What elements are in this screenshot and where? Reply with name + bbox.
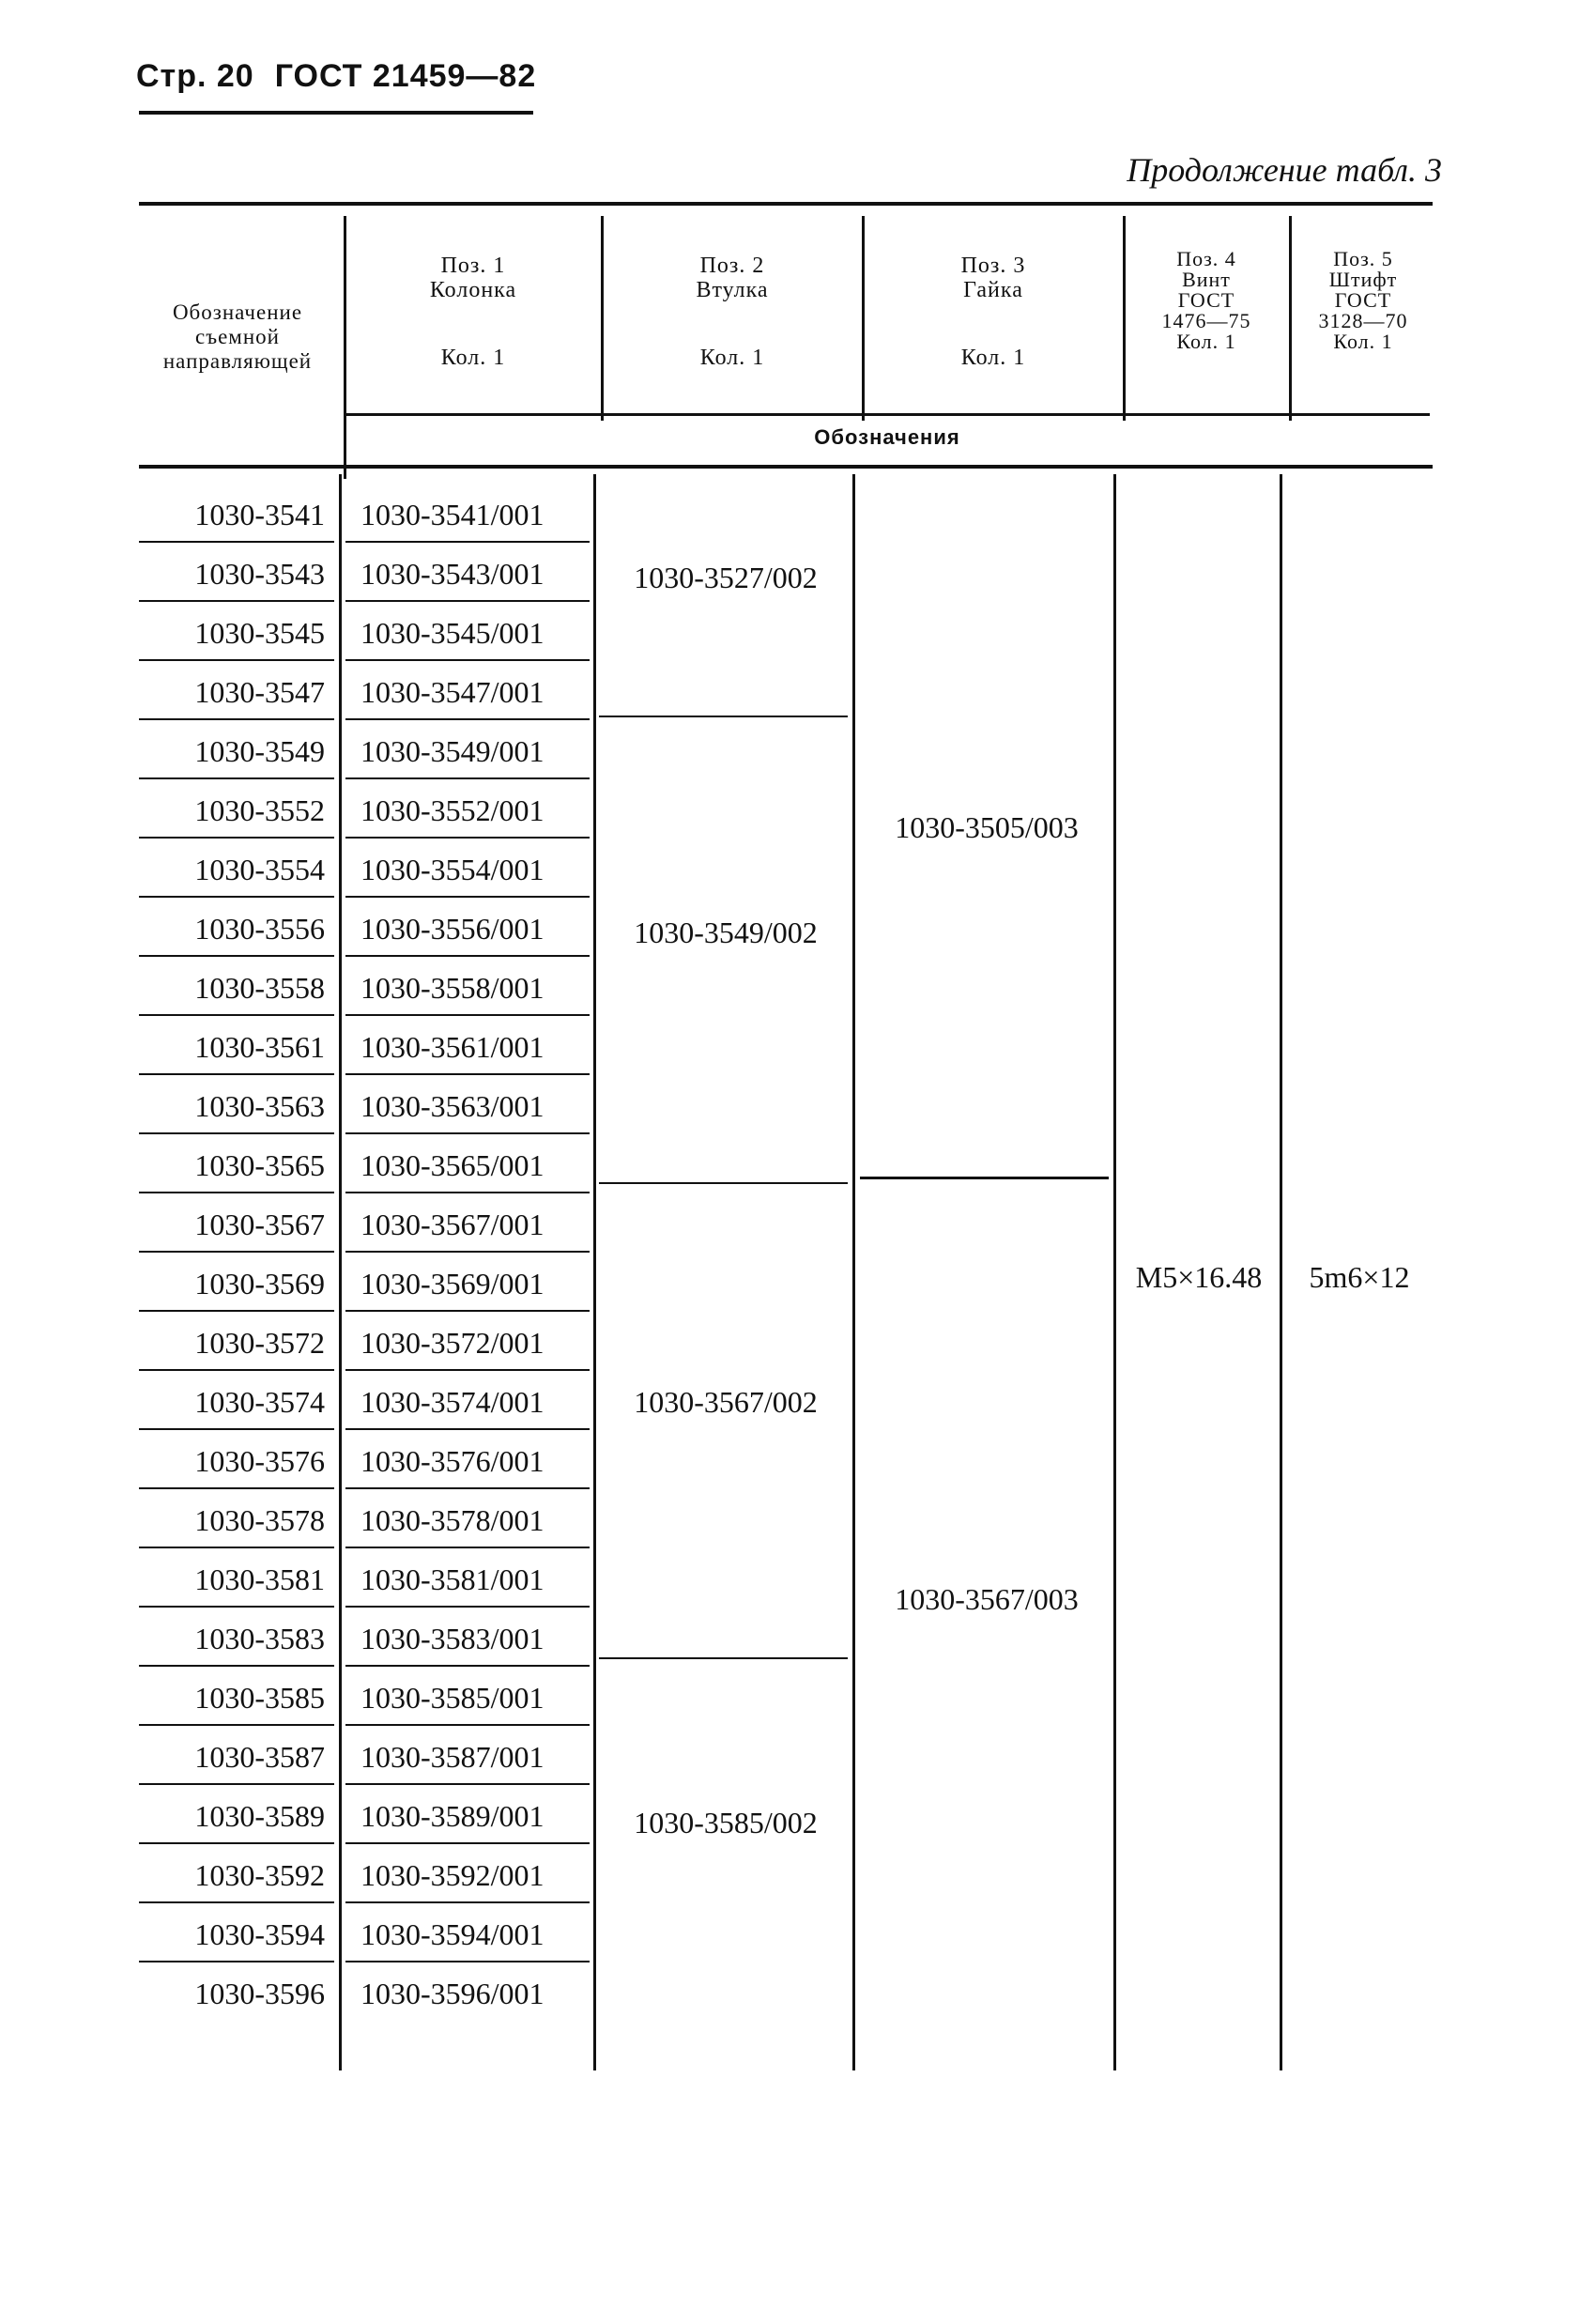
- guide-designation-cell: 1030-3554: [194, 853, 325, 886]
- standard-number: ГОСТ 21459—82: [274, 58, 537, 94]
- guide-designation-cell: 1030-3541: [194, 498, 325, 531]
- header-divider: [1289, 216, 1292, 421]
- page-number: Стр. 20: [136, 58, 254, 94]
- guide-designation-cell: 1030-3594: [194, 1917, 325, 1951]
- row-rule: [139, 600, 334, 602]
- row-rule: [345, 1961, 590, 1962]
- row-rule: [345, 896, 590, 898]
- guide-designation-cell: 1030-3587: [194, 1740, 325, 1774]
- pos1-qty: Кол. 1: [440, 346, 506, 370]
- row-rule: [139, 1192, 334, 1193]
- bushing-cell: 1030-3549/002: [634, 916, 818, 949]
- row-rule: [139, 1073, 334, 1075]
- column-designation-cell: 1030-3569/001: [360, 1267, 544, 1301]
- header-divider: [601, 216, 604, 421]
- row-rule: [345, 1073, 590, 1075]
- row-rule: [345, 1724, 590, 1726]
- bushing-cell: 1030-3567/002: [634, 1385, 818, 1419]
- row-rule: [139, 896, 334, 898]
- column-designation-cell: 1030-3567/001: [360, 1208, 544, 1241]
- guide-designation-cell: 1030-3543: [194, 557, 325, 591]
- body-divider: [339, 474, 342, 2070]
- guide-designation-cell: 1030-3558: [194, 971, 325, 1005]
- guide-designation-header: [139, 300, 336, 374]
- column-designation-cell: 1030-3576/001: [360, 1444, 544, 1478]
- row-rule: [139, 1783, 334, 1785]
- column-designation-cell: 1030-3563/001: [360, 1089, 544, 1123]
- row-rule: [345, 1192, 590, 1193]
- pos5-header: [1293, 249, 1434, 352]
- row-rule: [139, 837, 334, 839]
- row-rule: [345, 1428, 590, 1430]
- header-divider: [1123, 216, 1126, 421]
- guide-designation-cell: 1030-3574: [194, 1385, 325, 1419]
- row-rule: [139, 955, 334, 957]
- pos2-name: Втулка: [696, 278, 769, 302]
- pos3-name: Гайка: [963, 278, 1023, 302]
- pos5-number: Поз. 5: [1333, 247, 1393, 270]
- column-designation-cell: 1030-3583/001: [360, 1622, 544, 1655]
- row-rule: [345, 541, 590, 543]
- row-rule: [139, 1961, 334, 1962]
- row-rule: [345, 1132, 590, 1134]
- row-rule: [139, 1310, 334, 1312]
- guide-designation-cell: 1030-3549: [194, 734, 325, 768]
- guide-designation-cell: 1030-3561: [194, 1030, 325, 1064]
- guide-designation-cell: 1030-3583: [194, 1622, 325, 1655]
- screw-cell: M5×16.48: [1135, 1260, 1263, 1294]
- pos5-gost: ГОСТ 3128—70: [1318, 288, 1408, 332]
- guide-designation-cell: 1030-3581: [194, 1562, 325, 1596]
- row-rule: [139, 1665, 334, 1667]
- row-rule: [139, 1369, 334, 1371]
- pos3-header: [866, 254, 1121, 370]
- guide-designation-cell: 1030-3569: [194, 1267, 325, 1301]
- column-designation-cell: 1030-3589/001: [360, 1799, 544, 1833]
- column-designation-cell: 1030-3549/001: [360, 734, 544, 768]
- row-rule: [139, 1547, 334, 1548]
- column-designation-cell: 1030-3592/001: [360, 1858, 544, 1892]
- row-rule: [345, 1369, 590, 1371]
- pin-cell: 5m6×12: [1309, 1260, 1410, 1294]
- nut-group-rule: [860, 1177, 1109, 1179]
- row-rule: [345, 1310, 590, 1312]
- guide-designation-cell: 1030-3576: [194, 1444, 325, 1478]
- guide-designation-cell: 1030-3592: [194, 1858, 325, 1892]
- row-rule: [139, 1606, 334, 1608]
- body-divider: [1113, 474, 1116, 2070]
- bushing-group-rule: [599, 716, 848, 717]
- row-rule: [139, 1842, 334, 1844]
- column-designation-cell: 1030-3558/001: [360, 971, 544, 1005]
- column-designation-cell: 1030-3594/001: [360, 1917, 544, 1951]
- designations-label-text: Обозначения: [814, 425, 960, 449]
- pos2-header: [605, 254, 860, 370]
- parts-table: [139, 202, 1433, 2070]
- body-divider: [593, 474, 596, 2070]
- guide-designation-cell: 1030-3565: [194, 1148, 325, 1182]
- row-rule: [139, 541, 334, 543]
- column-designation-cell: 1030-3596/001: [360, 1977, 544, 2010]
- row-rule: [345, 1014, 590, 1016]
- bushing-group-rule: [599, 1657, 848, 1659]
- pos1-header: [347, 254, 599, 370]
- row-rule: [345, 1665, 590, 1667]
- row-rule: [345, 955, 590, 957]
- bushing-cell: 1030-3527/002: [634, 561, 818, 594]
- guide-designation-cell: 1030-3572: [194, 1326, 325, 1360]
- row-rule: [139, 1901, 334, 1903]
- pos4-gost: ГОСТ 1476—75: [1161, 288, 1251, 332]
- page-header: [136, 58, 536, 95]
- row-rule: [139, 1487, 334, 1489]
- row-rule: [345, 1606, 590, 1608]
- row-rule: [345, 1487, 590, 1489]
- column-designation-cell: 1030-3556/001: [360, 912, 544, 946]
- pos2-qty: Кол. 1: [699, 346, 765, 370]
- pos4-number: Поз. 4: [1176, 247, 1236, 270]
- guide-designation-header-text: Обозначение съемной направляющей: [162, 300, 313, 373]
- row-rule: [139, 718, 334, 720]
- column-designation-cell: 1030-3581/001: [360, 1562, 544, 1596]
- nut-cell: 1030-3567/003: [895, 1582, 1079, 1616]
- pos1-name: Колонка: [429, 278, 517, 302]
- pos2-number: Поз. 2: [699, 254, 765, 278]
- column-designation-cell: 1030-3543/001: [360, 557, 544, 591]
- guide-designation-cell: 1030-3578: [194, 1503, 325, 1537]
- row-rule: [345, 1901, 590, 1903]
- column-designation-cell: 1030-3561/001: [360, 1030, 544, 1064]
- row-rule: [139, 1428, 334, 1430]
- row-rule: [345, 1547, 590, 1548]
- header-divider: [862, 216, 865, 421]
- column-designation-cell: 1030-3565/001: [360, 1148, 544, 1182]
- row-rule: [345, 600, 590, 602]
- pos4-header: [1127, 249, 1286, 352]
- column-designation-cell: 1030-3578/001: [360, 1503, 544, 1537]
- column-designation-cell: 1030-3585/001: [360, 1681, 544, 1715]
- row-rule: [345, 1783, 590, 1785]
- guide-designation-cell: 1030-3596: [194, 1977, 325, 2010]
- pos4-name: Винт: [1182, 268, 1231, 291]
- designations-label: [347, 425, 1427, 450]
- column-designation-cell: 1030-3547/001: [360, 675, 544, 709]
- pos3-qty: Кол. 1: [960, 346, 1026, 370]
- row-rule: [345, 718, 590, 720]
- guide-designation-cell: 1030-3589: [194, 1799, 325, 1833]
- row-rule: [139, 1724, 334, 1726]
- bushing-cell: 1030-3585/002: [634, 1806, 818, 1839]
- table-top-rule: [139, 202, 1433, 206]
- column-designation-cell: 1030-3572/001: [360, 1326, 544, 1360]
- header-rule: [139, 111, 533, 115]
- table-continuation-label: Продолжение табл. 3: [1127, 151, 1442, 189]
- row-rule: [139, 1251, 334, 1253]
- pos4-qty: Кол. 1: [1176, 330, 1236, 353]
- body-divider: [852, 474, 855, 2070]
- pos1-number: Поз. 1: [440, 254, 506, 278]
- row-rule: [345, 1842, 590, 1844]
- column-designation-cell: 1030-3587/001: [360, 1740, 544, 1774]
- row-rule: [139, 777, 334, 779]
- column-designation-cell: 1030-3545/001: [360, 616, 544, 650]
- guide-designation-cell: 1030-3552: [194, 793, 325, 827]
- pos5-qty: Кол. 1: [1333, 330, 1393, 353]
- row-rule: [139, 1132, 334, 1134]
- guide-designation-cell: 1030-3567: [194, 1208, 325, 1241]
- pos5-name: Штифт: [1328, 268, 1398, 291]
- header-divider: [344, 216, 346, 479]
- column-designation-cell: 1030-3552/001: [360, 793, 544, 827]
- guide-designation-cell: 1030-3585: [194, 1681, 325, 1715]
- header-bottom-rule: [139, 465, 1433, 469]
- guide-designation-cell: 1030-3556: [194, 912, 325, 946]
- row-rule: [345, 777, 590, 779]
- nut-cell: 1030-3505/003: [895, 810, 1079, 844]
- column-designation-cell: 1030-3554/001: [360, 853, 544, 886]
- pos3-number: Поз. 3: [960, 254, 1026, 278]
- row-rule: [139, 1014, 334, 1016]
- row-rule: [345, 837, 590, 839]
- bushing-group-rule: [599, 1182, 848, 1184]
- row-rule: [345, 659, 590, 661]
- row-rule: [139, 659, 334, 661]
- column-designation-cell: 1030-3541/001: [360, 498, 544, 531]
- column-designation-cell: 1030-3574/001: [360, 1385, 544, 1419]
- body-divider: [1280, 474, 1282, 2070]
- header-mid-rule: [345, 413, 1430, 416]
- guide-designation-cell: 1030-3563: [194, 1089, 325, 1123]
- row-rule: [345, 1251, 590, 1253]
- guide-designation-cell: 1030-3545: [194, 616, 325, 650]
- guide-designation-cell: 1030-3547: [194, 675, 325, 709]
